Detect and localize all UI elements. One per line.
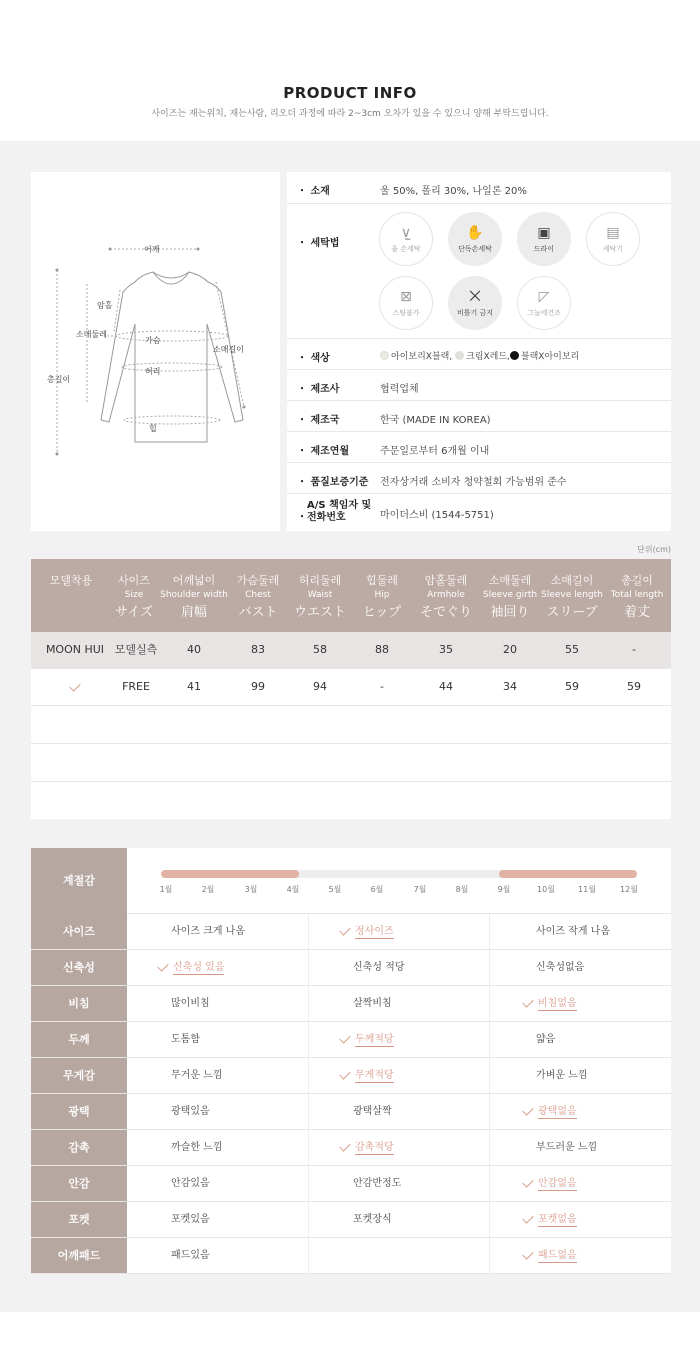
header — [0, 0, 700, 141]
wash-item: ◸ 그늘에건조 — [517, 276, 571, 330]
feel-option-selected: 무게적당 — [355, 1070, 394, 1081]
feel-option-selected: 감촉적당 — [355, 1142, 394, 1153]
feel-label: 비침 — [31, 986, 127, 1021]
feel-option: 많이비침 — [171, 998, 210, 1009]
info-row-color — [287, 339, 671, 370]
feel-row — [31, 1238, 671, 1274]
hand-wash-separate-icon: ✋ — [466, 225, 484, 241]
feel-option: 살짝비침 — [353, 998, 392, 1009]
column-divider — [489, 914, 490, 950]
total-length-label: 총길이 — [47, 375, 71, 384]
feel-row — [31, 914, 671, 950]
info-label: ・ 세탁법 — [297, 238, 340, 249]
unit-label: 단위(cm) — [637, 545, 671, 554]
col-header: 가슴둘레 Chest バスト — [236, 574, 280, 620]
info-value: 협력업체 — [380, 384, 419, 395]
check-icon — [522, 1212, 533, 1223]
feel-option: 포켓장식 — [353, 1214, 392, 1225]
month-label: 7월 — [413, 885, 427, 894]
feel-label: 두께 — [31, 1022, 127, 1057]
feel-option-selected: 정사이즈 — [355, 926, 394, 937]
feel-label: 어깨패드 — [31, 1238, 127, 1273]
hip-label: 힙 — [149, 424, 157, 433]
waist-label: 허리 — [145, 367, 161, 376]
feel-option: 부드러운 느낌 — [536, 1142, 598, 1153]
dry-clean-icon: ▣ — [537, 225, 551, 241]
month-label: 3월 — [244, 885, 258, 894]
feel-label: 신축성 — [31, 950, 127, 985]
table-row-empty — [31, 782, 671, 819]
season-highlight — [499, 870, 637, 878]
month-label: 12월 — [620, 885, 638, 894]
info-row-date — [287, 432, 671, 463]
armhole-label: 암홀 — [97, 301, 113, 310]
check-icon — [522, 1248, 533, 1259]
col-header: 모델착용 — [49, 574, 93, 587]
column-divider — [308, 1022, 309, 1058]
wash-item: ∨̫ 울 손세탁 — [379, 212, 433, 266]
feel-option: 패드있음 — [171, 1250, 210, 1261]
info-label: ・ 제조사 — [297, 384, 340, 395]
info-value: 주문일로부터 6개월 이내 — [380, 446, 490, 457]
color-options: 아이보리X블랙, 크림X레드, 블랙X아이보리 — [380, 349, 579, 362]
column-divider — [489, 1094, 490, 1130]
info-label: ・ 제조국 — [297, 415, 340, 426]
info-label: ・ 색상 — [297, 353, 330, 364]
info-row-maker — [287, 370, 671, 401]
sleeve-girth-label: 소매둘레 — [76, 330, 107, 339]
feel-row — [31, 1058, 671, 1094]
feel-option: 안감있음 — [171, 1178, 210, 1189]
feel-option-selected: 패드없음 — [538, 1250, 577, 1261]
feel-row — [31, 1022, 671, 1058]
column-divider — [308, 1238, 309, 1274]
feel-option: 안감반정도 — [353, 1178, 402, 1189]
feel-option: 사이즈 크게 나옴 — [171, 926, 245, 937]
column-divider — [489, 1166, 490, 1202]
column-divider — [308, 1202, 309, 1238]
table-row: FREE 41 99 94 - 44 34 59 59 — [31, 669, 671, 706]
feel-option-selected: 신축성 있음 — [173, 962, 225, 973]
wash-item: ▤ 세탁기 — [586, 212, 640, 266]
season-row — [31, 848, 671, 914]
feel-option: 도톰함 — [171, 1034, 200, 1045]
info-row-quality — [287, 463, 671, 494]
column-divider — [308, 1058, 309, 1094]
check-icon — [522, 1104, 533, 1115]
col-header: 사이즈 Size サイズ — [115, 574, 153, 620]
size-table — [31, 559, 671, 819]
feel-option: 신축성 적당 — [353, 962, 405, 973]
month-label: 10월 — [537, 885, 555, 894]
feel-option: 포켓있음 — [171, 1214, 210, 1225]
feel-option-selected: 두께적당 — [355, 1034, 394, 1045]
check-icon — [522, 996, 533, 1007]
column-divider — [308, 1130, 309, 1166]
hand-wash-icon: ∨̫ — [400, 225, 412, 241]
feel-option-selected: 안감없음 — [538, 1178, 577, 1189]
info-label: A/S 책임자 및 전화번호 — [307, 500, 372, 523]
chest-label: 가슴 — [145, 336, 161, 345]
feel-label: 사이즈 — [31, 914, 127, 949]
col-header: 어깨넓이 Shoulder width 肩幅 — [160, 574, 228, 620]
feel-label: 계절감 — [31, 848, 127, 914]
info-value: 울 50%, 폴리 30%, 나일론 20% — [380, 186, 527, 197]
no-wring-icon: ⨉ — [469, 289, 481, 305]
info-label: ・ 품질보증기준 — [297, 477, 369, 488]
check-icon — [157, 960, 168, 971]
season-track — [161, 870, 637, 878]
feel-option-selected: 광택없음 — [538, 1106, 577, 1117]
info-value: 마이더스비 (1544-5751) — [380, 510, 494, 521]
washing-machine-icon: ▤ — [606, 225, 620, 241]
column-divider — [308, 914, 309, 950]
column-divider — [489, 1022, 490, 1058]
check-icon — [339, 1068, 350, 1079]
fabric-feel-table — [31, 848, 671, 1274]
feel-option-selected: 포켓없음 — [538, 1214, 577, 1225]
feel-row — [31, 1166, 671, 1202]
color-swatch — [380, 351, 389, 360]
feel-option-selected: 비침없음 — [538, 998, 577, 1009]
info-row-country — [287, 401, 671, 432]
feel-option: 신축성없음 — [536, 962, 585, 973]
wash-item: ✋ 단독손세탁 — [448, 212, 502, 266]
column-divider — [308, 986, 309, 1022]
feel-option: 무거운 느낌 — [171, 1070, 223, 1081]
column-divider — [489, 1202, 490, 1238]
feel-label: 포켓 — [31, 1202, 127, 1237]
sleeve-length-label: 소매길이 — [213, 345, 244, 354]
info-row-wash — [287, 204, 671, 339]
color-swatch — [455, 351, 464, 360]
wash-item: ▣ 드라이 — [517, 212, 571, 266]
column-divider — [489, 986, 490, 1022]
col-header: 총길이 Total length 着丈 — [610, 574, 664, 620]
check-icon — [339, 924, 350, 935]
feel-row — [31, 986, 671, 1022]
month-label: 2월 — [201, 885, 215, 894]
feel-option: 가벼운 느낌 — [536, 1070, 588, 1081]
wash-item: ⨉ 비틀기 금지 — [448, 276, 502, 330]
table-row: MOON HUI 모델실측 40 83 58 88 35 20 55 - — [31, 632, 671, 669]
feel-label: 안감 — [31, 1166, 127, 1201]
month-label: 4월 — [286, 885, 300, 894]
color-swatch — [510, 351, 519, 360]
feel-option: 얇음 — [536, 1034, 556, 1045]
col-header: 힙둘레 Hip ヒップ — [362, 574, 402, 620]
feel-option: 까슬한 느낌 — [171, 1142, 223, 1153]
feel-option: 광택있음 — [171, 1106, 210, 1117]
check-icon — [339, 1140, 350, 1151]
size-table-header — [31, 559, 671, 632]
wash-item: ⊠ 스팀불가 — [379, 276, 433, 330]
feel-label: 감촉 — [31, 1130, 127, 1165]
feel-row — [31, 1094, 671, 1130]
month-label: 9월 — [497, 885, 511, 894]
check-icon — [522, 1176, 533, 1187]
info-row-as: ・ A/S 책임자 및 전화번호 마이더스비 (1544-5751) — [297, 500, 494, 523]
no-tumble-dry-icon: ⊠ — [400, 289, 412, 305]
column-divider — [489, 950, 490, 986]
col-header: 암홀둘레 Armhole そでぐり — [419, 574, 472, 620]
info-value: 전자상거래 소비자 청약철회 가능범위 준수 — [380, 477, 567, 488]
page-subtitle: 사이즈는 재는위치, 재는사람, 리오더 과정에 따라 2~3cm 오차가 있을 수 있으니 양해 부탁드립니다. — [151, 109, 549, 119]
month-label: 8월 — [455, 885, 469, 894]
info-value: 한국 (MADE IN KOREA) — [380, 415, 491, 426]
product-info-panel — [287, 172, 671, 531]
feel-label: 무게감 — [31, 1058, 127, 1093]
feel-row — [31, 950, 671, 986]
col-header: 소매길이 Sleeve length スリーブ — [541, 574, 603, 620]
info-row-material — [287, 172, 671, 204]
column-divider — [489, 1058, 490, 1094]
season-highlight — [161, 870, 299, 878]
shoulder-label: 어깨 — [144, 245, 160, 254]
month-label: 1월 — [159, 885, 173, 894]
garment-measure-figure — [31, 172, 280, 531]
feel-row — [31, 1202, 671, 1238]
table-row-empty — [31, 706, 671, 744]
feel-option: 사이즈 작게 나옴 — [536, 926, 610, 937]
info-label: ・ 소재 — [297, 186, 330, 197]
col-header: 허리둘레 Waist ウエスト — [293, 574, 346, 620]
column-divider — [308, 1094, 309, 1130]
check-icon — [339, 1032, 350, 1043]
column-divider — [489, 1130, 490, 1166]
month-label: 6월 — [370, 885, 384, 894]
feel-row — [31, 1130, 671, 1166]
info-label: ・ 제조연월 — [297, 446, 350, 457]
col-header: 소매둘레 Sleeve girth 袖回り — [482, 574, 538, 620]
feel-label: 광택 — [31, 1094, 127, 1129]
shade-dry-icon: ◸ — [538, 289, 550, 305]
column-divider — [308, 1166, 309, 1202]
column-divider — [308, 950, 309, 986]
month-label: 11월 — [578, 885, 596, 894]
feel-option: 광택살짝 — [353, 1106, 392, 1117]
feel-rows — [31, 914, 671, 1274]
page-title: PRODUCT INFO — [283, 84, 417, 102]
column-divider — [489, 1238, 490, 1274]
table-row-empty — [31, 744, 671, 782]
month-label: 5월 — [328, 885, 342, 894]
